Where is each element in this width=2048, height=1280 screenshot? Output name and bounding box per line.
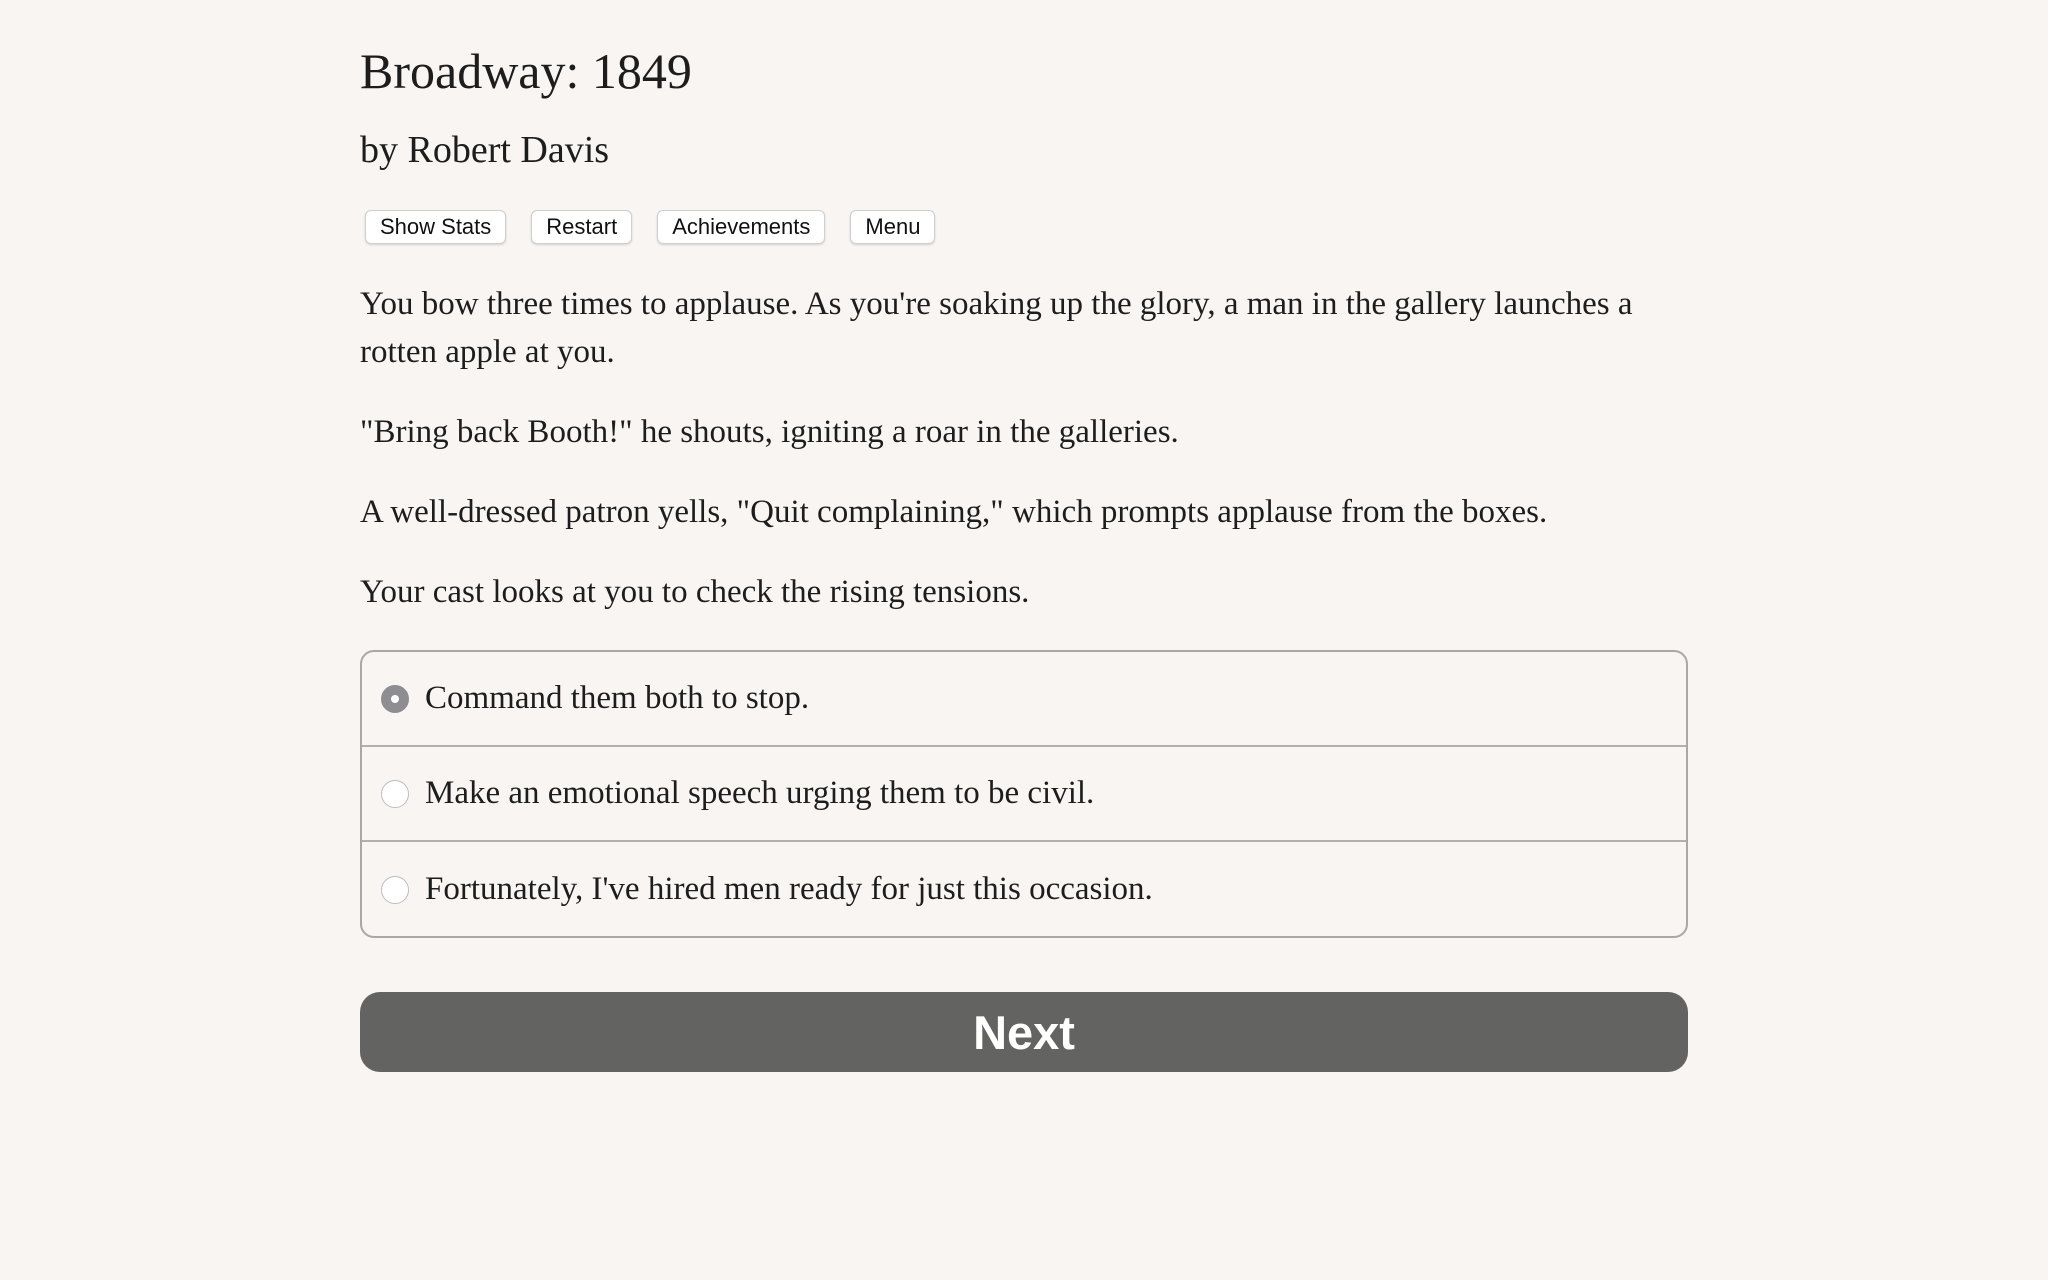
radio-icon[interactable] bbox=[381, 876, 409, 904]
achievements-button[interactable]: Achievements bbox=[657, 210, 825, 244]
choice-option[interactable] bbox=[362, 652, 1686, 747]
choice-option[interactable] bbox=[362, 842, 1686, 937]
radio-selected-icon[interactable] bbox=[381, 685, 409, 713]
choice-label: Fortunately, I've hired men ready for just this occasion. bbox=[425, 871, 1153, 907]
menu-button[interactable]: Menu bbox=[850, 210, 935, 244]
game-title: Broadway: 1849 bbox=[360, 43, 692, 99]
choice-list bbox=[360, 650, 1688, 938]
toolbar bbox=[365, 210, 935, 244]
next-button[interactable]: Next bbox=[360, 992, 1688, 1072]
restart-button[interactable]: Restart bbox=[531, 210, 632, 244]
story-paragraph: Your cast looks at you to check the rising tensions. bbox=[360, 574, 1030, 610]
show-stats-button[interactable]: Show Stats bbox=[365, 210, 506, 244]
choice-label: Command them both to stop. bbox=[425, 680, 810, 716]
story-paragraph: "Bring back Booth!" he shouts, igniting a roar in the galleries. bbox=[360, 414, 1179, 450]
radio-icon[interactable] bbox=[381, 780, 409, 808]
choice-label: Make an emotional speech urging them to be civil. bbox=[425, 775, 1095, 811]
story-paragraph: You bow three times to applause. As you're soaking up the glory, a man in the gallery launches a rotten apple at you. bbox=[360, 286, 1633, 370]
story-text bbox=[360, 280, 1688, 648]
game-author: by Robert Davis bbox=[360, 129, 610, 171]
story-paragraph: A well-dressed patron yells, "Quit complaining," which prompts applause from the boxes. bbox=[360, 494, 1548, 530]
choice-option[interactable] bbox=[362, 747, 1686, 842]
